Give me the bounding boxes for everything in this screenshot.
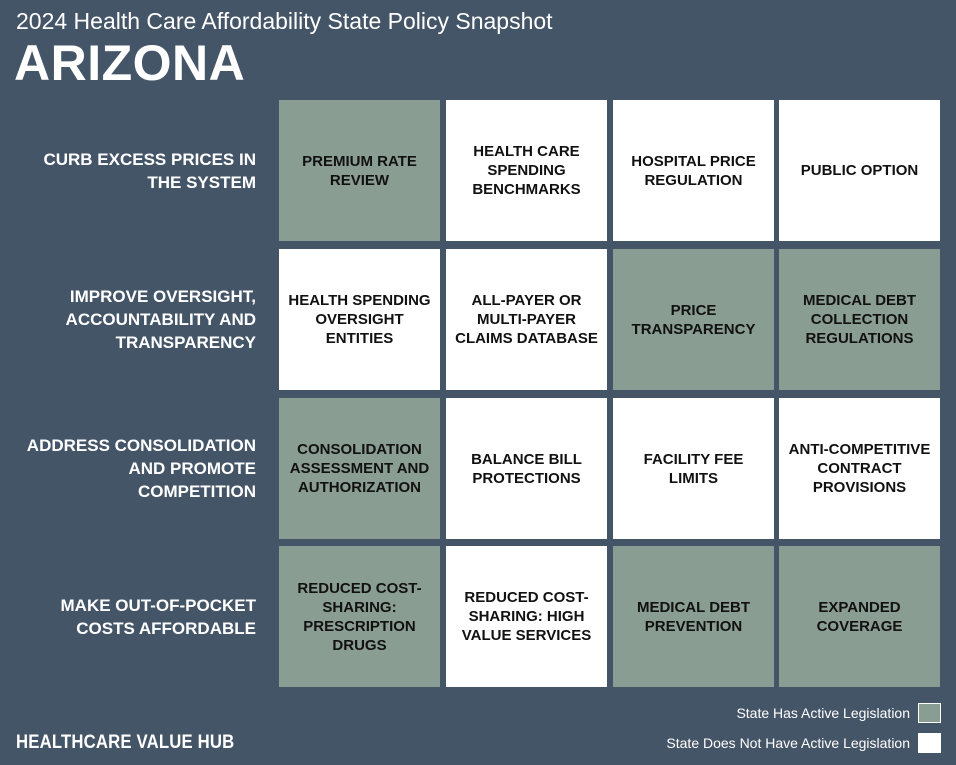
policy-cell: HEALTH SPENDING OVERSIGHT ENTITIES bbox=[279, 249, 440, 390]
legend-inactive-label: State Does Not Have Active Legislation bbox=[666, 735, 910, 751]
policy-cell: PRICE TRANSPARENCY bbox=[613, 249, 774, 390]
policy-cell: CONSOLIDATION ASSESSMENT AND AUTHORIZATION bbox=[279, 398, 440, 539]
policy-cell: PUBLIC OPTION bbox=[779, 100, 940, 241]
brand-logo-text: HEALTHCARE VALUE HUB bbox=[16, 732, 235, 753]
policy-cell: EXPANDED COVERAGE bbox=[779, 546, 940, 687]
policy-cell: ALL-PAYER OR MULTI-PAYER CLAIMS DATABASE bbox=[446, 249, 607, 390]
policy-cell: ANTI-COMPETITIVE CONTRACT PROVISIONS bbox=[779, 398, 940, 539]
policy-cell: HEALTH CARE SPENDING BENCHMARKS bbox=[446, 100, 607, 241]
row-label-oversight: IMPROVE OVERSIGHT, ACCOUNTABILITY AND TRANSPARENCY bbox=[65, 287, 256, 352]
state-name-title: ARIZONA bbox=[14, 35, 246, 91]
legend-inactive-swatch bbox=[918, 733, 941, 753]
row-label-curb-prices: CURB EXCESS PRICES IN THE SYSTEM bbox=[43, 149, 256, 192]
legend-active bbox=[736, 703, 941, 723]
policy-cell: FACILITY FEE LIMITS bbox=[613, 398, 774, 539]
policy-cell: MEDICAL DEBT COLLECTION REGULATIONS bbox=[779, 249, 940, 390]
legend-active-swatch bbox=[918, 703, 941, 723]
legend-active-label: State Has Active Legislation bbox=[736, 705, 910, 721]
row-label-consolidation: ADDRESS CONSOLIDATION AND PROMOTE COMPETITION bbox=[26, 436, 256, 501]
row-label-out-of-pocket: MAKE OUT-OF-POCKET COSTS AFFORDABLE bbox=[60, 595, 256, 638]
policy-cell: BALANCE BILL PROTECTIONS bbox=[446, 398, 607, 539]
policy-cell: HOSPITAL PRICE REGULATION bbox=[613, 100, 774, 241]
policy-cell: MEDICAL DEBT PREVENTION bbox=[613, 546, 774, 687]
policy-cell: REDUCED COST-SHARING: PRESCRIPTION DRUGS bbox=[279, 546, 440, 687]
report-subtitle: 2024 Health Care Affordability State Policy Snapshot bbox=[16, 8, 553, 34]
policy-cell: PREMIUM RATE REVIEW bbox=[279, 100, 440, 241]
legend-inactive bbox=[666, 733, 941, 753]
policy-cell: REDUCED COST-SHARING: HIGH VALUE SERVICES bbox=[446, 546, 607, 687]
